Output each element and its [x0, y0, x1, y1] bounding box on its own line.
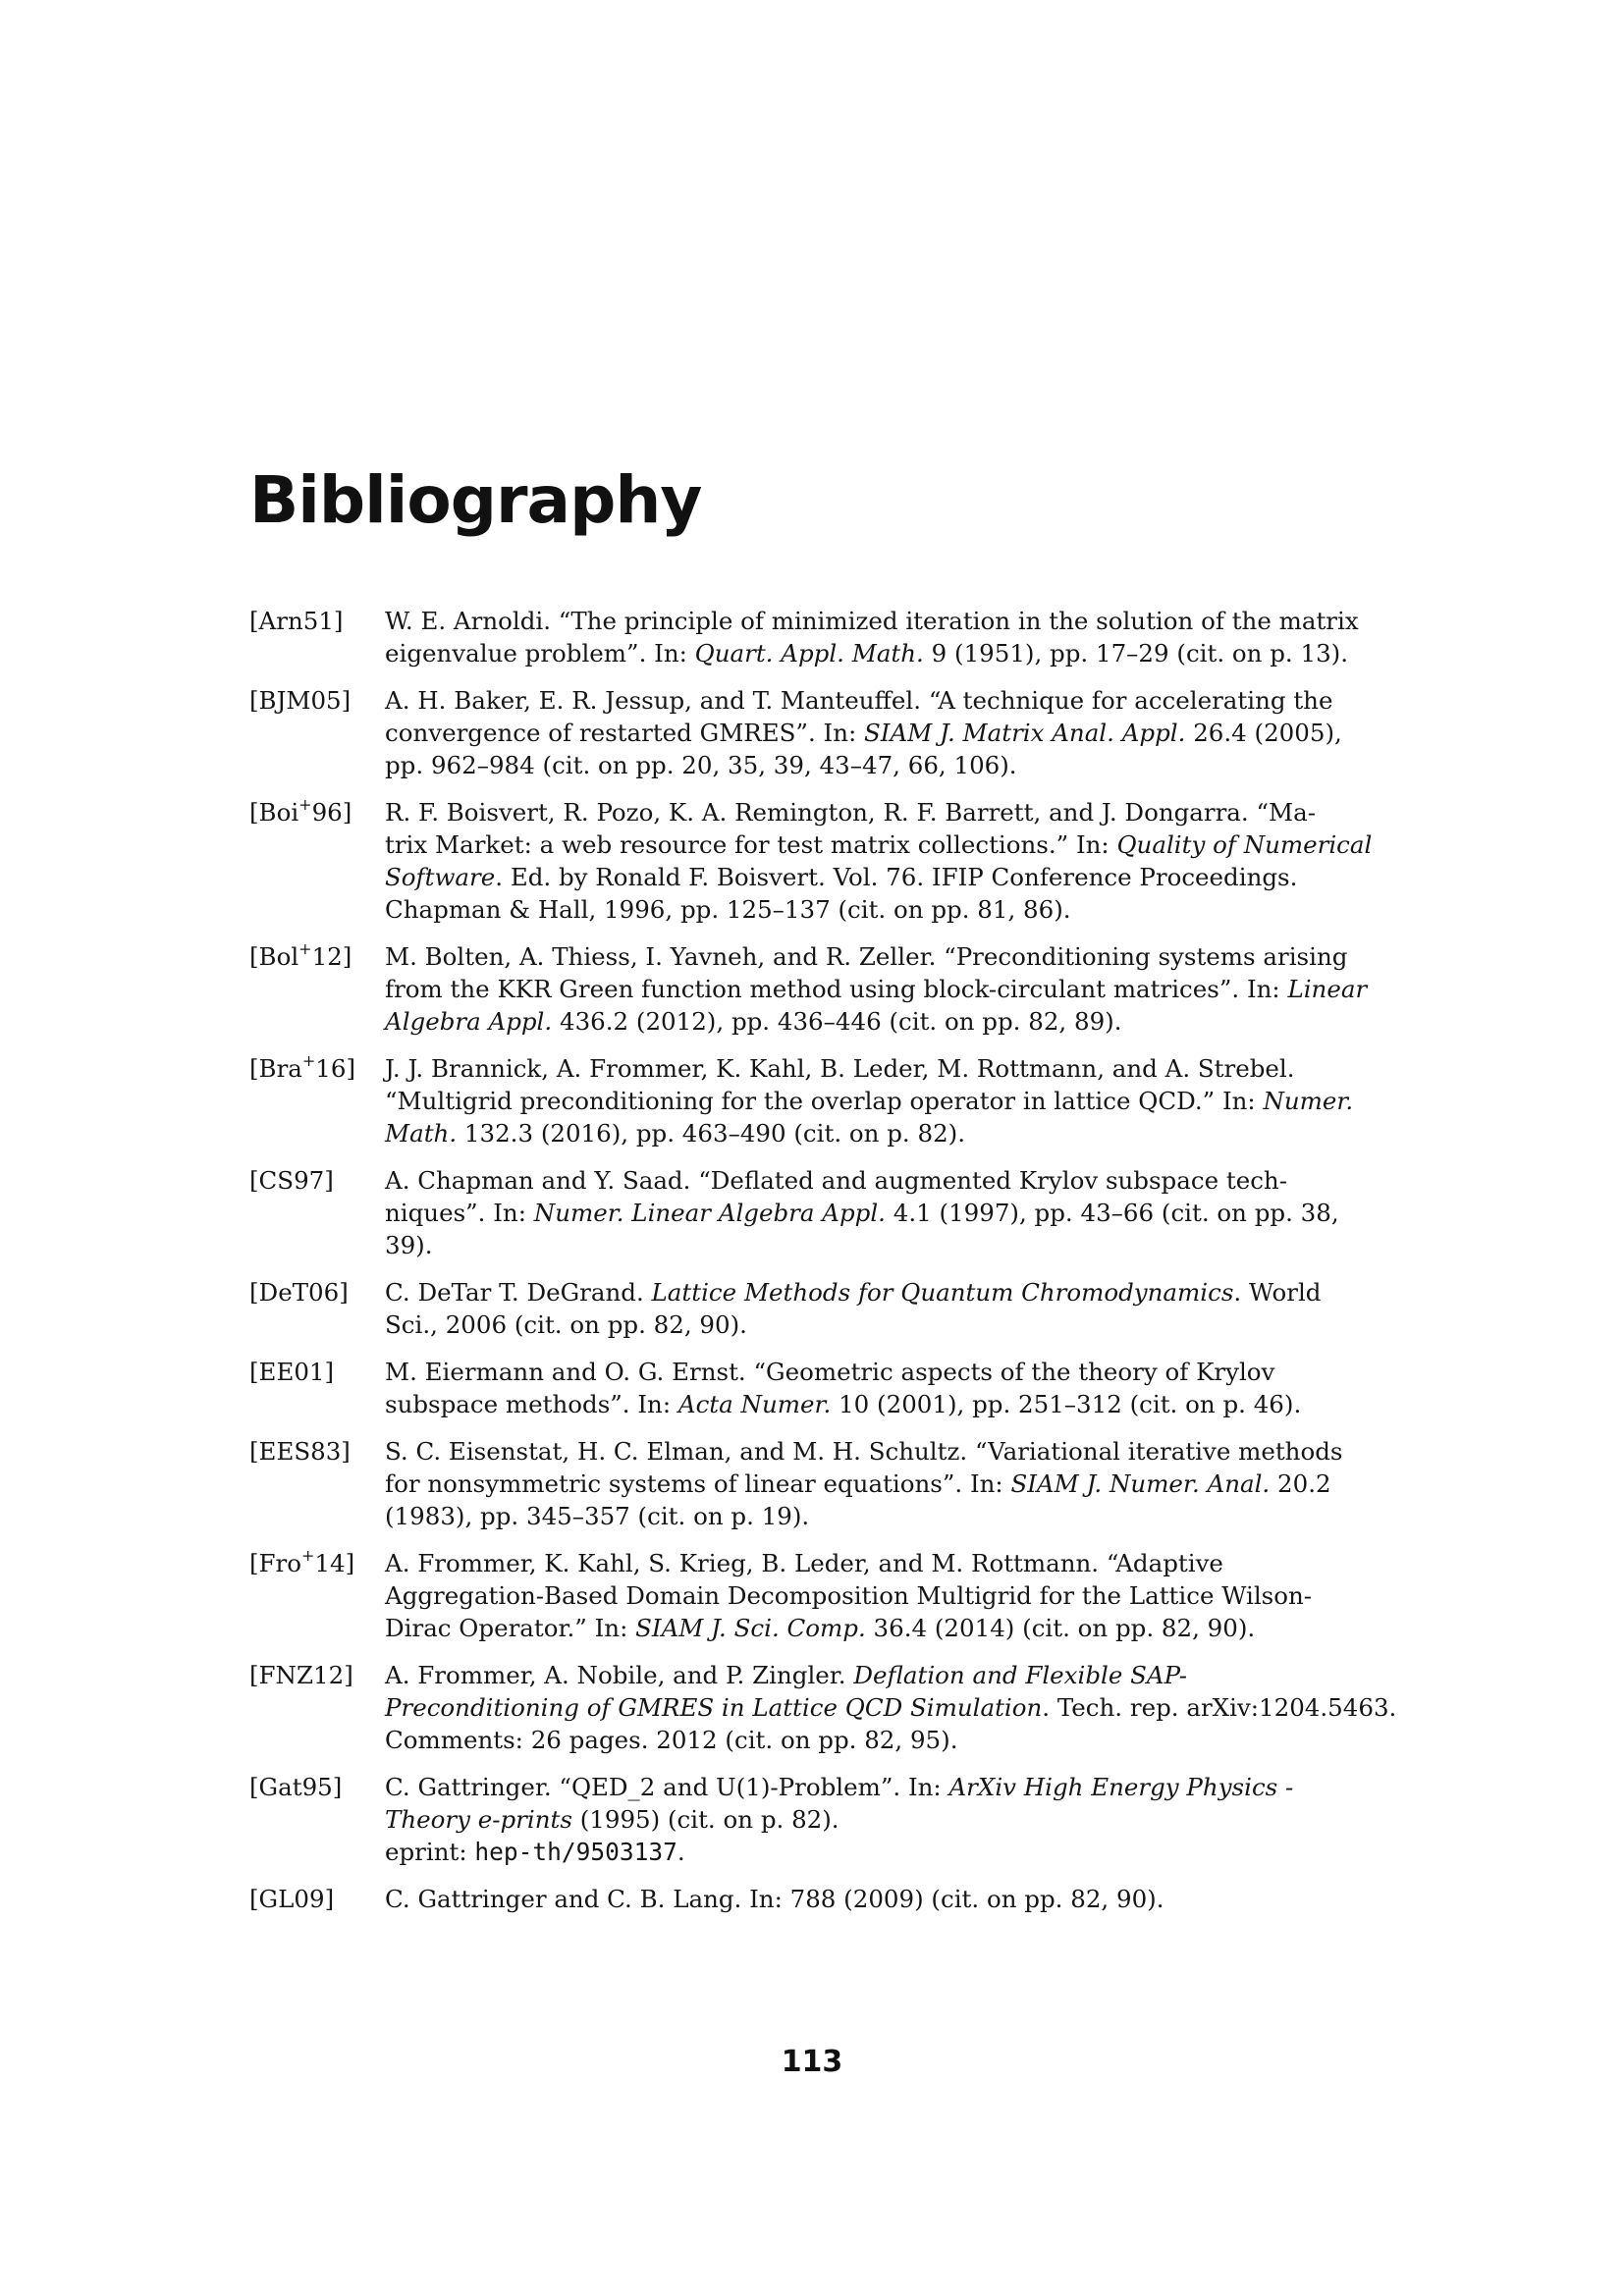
- bib-line: [385, 1117, 1365, 1149]
- bib-italic-segment: SIAM J. Numer. Anal.: [1010, 1469, 1271, 1498]
- bibliography-list: [249, 605, 1397, 1930]
- bib-italic-segment: Theory e-prints: [385, 1805, 572, 1834]
- bib-text: [385, 940, 1368, 1038]
- bib-line: [385, 1803, 1365, 1836]
- bib-italic-segment: ArXiv High Energy Physics -: [948, 1773, 1294, 1801]
- bib-entry: [249, 1356, 1365, 1420]
- bib-segment: 36.4 (2014) (cit. on pp. 82, 90).: [865, 1614, 1256, 1642]
- bib-key: [DeT06]: [249, 1278, 349, 1307]
- bib-segment: convergence of restarted GMRES”. In:: [385, 719, 865, 747]
- bib-segment: M. Eiermann and O. G. Ernst. “Geometric aspects of the theory of Krylov: [385, 1358, 1275, 1386]
- bib-text: [385, 684, 1365, 781]
- bib-italic-segment: Software: [385, 863, 496, 891]
- bib-segment: pp. 962–984 (cit. on pp. 20, 35, 39, 43–47, 66, 106).: [385, 751, 1017, 779]
- bib-entry: [249, 1052, 1365, 1149]
- bib-line: [385, 1883, 1365, 1915]
- bib-segment: . World: [1233, 1278, 1322, 1307]
- bib-text: [385, 1356, 1365, 1420]
- bib-line: [385, 1612, 1365, 1644]
- bib-segment: M. Bolten, A. Thiess, I. Yavneh, and R. Zeller. “Preconditioning systems arising: [385, 942, 1348, 971]
- bib-text: [385, 1547, 1365, 1644]
- bib-line: [385, 1547, 1365, 1579]
- bib-italic-segment: Deflation and Flexible SAP-: [853, 1661, 1188, 1689]
- bib-line: [385, 1771, 1365, 1803]
- bib-line: [385, 861, 1365, 893]
- bib-italic-segment: SIAM J. Sci. Comp.: [635, 1614, 866, 1642]
- bib-italic-segment: Acta Numer.: [677, 1390, 832, 1418]
- bib-key: [Bol+12]: [249, 938, 352, 971]
- bib-line: [385, 637, 1365, 669]
- bib-line: [385, 1276, 1365, 1308]
- bib-line: [385, 1164, 1365, 1197]
- bib-line: [385, 1388, 1365, 1420]
- bib-segment: 39).: [385, 1231, 433, 1259]
- bib-line: [385, 1052, 1365, 1085]
- bib-line: [385, 1435, 1365, 1468]
- bib-line: [385, 973, 1368, 1005]
- bib-entry: [249, 1547, 1365, 1644]
- bib-italic-segment: Preconditioning of GMRES in Lattice QCD Simulation: [385, 1693, 1043, 1722]
- bib-segment: subspace methods”. In:: [385, 1390, 678, 1418]
- bib-entry: [249, 1883, 1365, 1915]
- bib-key: [Bra+16]: [249, 1050, 356, 1083]
- bib-entry: [249, 684, 1365, 781]
- bib-segment: A. Chapman and Y. Saad. “Deflated and augmented Krylov subspace tech-: [385, 1166, 1287, 1195]
- bib-segment: R. F. Boisvert, R. Pozo, K. A. Remington, R. F. Barrett, and J. Dongarra. “Ma-: [385, 798, 1316, 827]
- bib-segment: C. Gattringer. “QED_2 and U(1)-Problem”. In:: [385, 1773, 949, 1801]
- bib-entry: [249, 794, 1373, 926]
- bib-key: [GL09]: [249, 1885, 335, 1913]
- bib-line: [385, 684, 1365, 717]
- bib-segment: 9 (1951), pp. 17–29 (cit. on p. 13).: [923, 639, 1349, 667]
- bib-segment: W. E. Arnoldi. “The principle of minimized iteration in the solution of the matrix: [385, 607, 1359, 635]
- bib-line: [385, 749, 1365, 781]
- bib-italic-segment: Linear: [1287, 975, 1368, 1003]
- bib-segment: .: [677, 1838, 685, 1866]
- bib-line: [385, 828, 1373, 861]
- bib-italic-segment: Lattice Methods for Quantum Chromodynamics: [651, 1278, 1234, 1307]
- bib-segment: for nonsymmetric systems of linear equations”. In:: [385, 1469, 1011, 1498]
- bib-line: [385, 1836, 1365, 1868]
- bib-key: [Arn51]: [249, 607, 344, 635]
- bib-line: [385, 1579, 1365, 1612]
- page-number: 113: [781, 2045, 843, 2079]
- bib-line: [385, 1308, 1365, 1341]
- bib-segment: 436.2 (2012), pp. 436–446 (cit. on pp. 82, 89).: [552, 1007, 1122, 1036]
- bib-text: [385, 1435, 1365, 1532]
- bib-italic-segment: Numer.: [1263, 1087, 1354, 1115]
- bib-entry: [249, 1771, 1365, 1868]
- bib-text: [385, 796, 1373, 926]
- bib-italic-segment: Math.: [385, 1119, 458, 1148]
- bib-segment: Aggregation-Based Domain Decomposition Multigrid for the Lattice Wilson-: [385, 1581, 1313, 1610]
- bib-italic-segment: Numer. Linear Algebra Appl.: [533, 1199, 886, 1227]
- bib-text: [385, 1659, 1397, 1756]
- bib-text: [385, 605, 1365, 669]
- bib-key: [Gat95]: [249, 1773, 343, 1801]
- bib-line: [385, 1229, 1365, 1261]
- bib-line: [385, 893, 1365, 926]
- bib-segment: 4.1 (1997), pp. 43–66 (cit. on pp. 38,: [885, 1199, 1339, 1227]
- bib-line: [385, 605, 1365, 637]
- bib-entry: [249, 1164, 1365, 1261]
- bib-entry: [249, 938, 1368, 1038]
- bib-key: [Boi+96]: [249, 794, 352, 827]
- bib-segment: 20.2: [1270, 1469, 1331, 1498]
- bib-segment: niques”. In:: [385, 1199, 534, 1227]
- bib-text: [385, 1052, 1365, 1149]
- bib-segment: 132.3 (2016), pp. 463–490 (cit. on p. 82).: [457, 1119, 966, 1148]
- bib-segment: Dirac Operator.” In:: [385, 1614, 636, 1642]
- bib-segment: . Ed. by Ronald F. Boisvert. Vol. 76. IFIP Conference Proceedings.: [495, 863, 1298, 891]
- bib-line: [385, 1085, 1365, 1117]
- page-title: Bibliography: [249, 462, 702, 538]
- bib-line: [385, 717, 1365, 749]
- bib-italic-segment: Algebra Appl.: [385, 1007, 553, 1036]
- bib-entry: [249, 1276, 1365, 1341]
- eprint-id: hep-th/9503137: [474, 1838, 677, 1866]
- bib-segment: Sci., 2006 (cit. on pp. 82, 90).: [385, 1310, 747, 1339]
- bib-key: [FNZ12]: [249, 1661, 353, 1689]
- bib-segment: Chapman & Hall, 1996, pp. 125–137 (cit. on pp. 81, 86).: [385, 895, 1071, 924]
- bib-segment: C. Gattringer and C. B. Lang. In: 788 (2009) (cit. on pp. 82, 90).: [385, 1885, 1164, 1913]
- bib-segment: 10 (2001), pp. 251–312 (cit. on p. 46).: [831, 1390, 1302, 1418]
- bib-segment: trix Market: a web resource for test matrix collections.” In:: [385, 830, 1117, 859]
- bib-segment: (1983), pp. 345–357 (cit. on p. 19).: [385, 1502, 810, 1530]
- bib-key: [EE01]: [249, 1358, 335, 1386]
- bib-entry: [249, 605, 1365, 669]
- bib-text: [385, 1276, 1365, 1341]
- bib-text: [385, 1883, 1365, 1915]
- bib-segment: A. H. Baker, E. R. Jessup, and T. Manteuffel. “A technique for accelerating the: [385, 686, 1333, 715]
- bib-segment: J. J. Brannick, A. Frommer, K. Kahl, B. Leder, M. Rottmann, and A. Strebel.: [385, 1054, 1295, 1083]
- bib-segment: Comments: 26 pages. 2012 (cit. on pp. 82, 95).: [385, 1726, 958, 1754]
- bib-line: [385, 1468, 1365, 1500]
- bib-entry: [249, 1435, 1365, 1532]
- bib-line: [385, 940, 1365, 973]
- bib-key: [EES83]: [249, 1437, 351, 1466]
- bib-italic-segment: Quart. Appl. Math.: [694, 639, 924, 667]
- bib-text: [385, 1771, 1365, 1868]
- bib-segment: 26.4 (2005),: [1185, 719, 1342, 747]
- bib-line: [385, 1356, 1365, 1388]
- bib-line: [385, 1691, 1397, 1724]
- bib-line: [385, 1500, 1365, 1532]
- bib-key: [CS97]: [249, 1166, 334, 1195]
- bib-key: [Fro+14]: [249, 1545, 355, 1577]
- bib-segment: C. DeTar T. DeGrand.: [385, 1278, 652, 1307]
- bib-segment: A. Frommer, K. Kahl, S. Krieg, B. Leder, and M. Rottmann. “Adaptive: [385, 1549, 1223, 1577]
- bib-key: [BJM05]: [249, 686, 352, 715]
- bib-line: [385, 1197, 1365, 1229]
- bib-segment: (1995) (cit. on p. 82).: [571, 1805, 839, 1834]
- bib-segment: from the KKR Green function method using block-circulant matrices”. In:: [385, 975, 1288, 1003]
- bib-line: [385, 1659, 1365, 1691]
- bib-segment: S. C. Eisenstat, H. C. Elman, and M. H. Schultz. “Variational iterative methods: [385, 1437, 1343, 1466]
- bib-italic-segment: SIAM J. Matrix Anal. Appl.: [864, 719, 1186, 747]
- bib-italic-segment: Quality of Numerical: [1116, 830, 1373, 859]
- bib-entry: [249, 1659, 1397, 1756]
- bib-segment: A. Frommer, A. Nobile, and P. Zingler.: [385, 1661, 854, 1689]
- bib-segment: “Multigrid preconditioning for the overlap operator in lattice QCD.” In:: [385, 1087, 1264, 1115]
- bib-segment: eigenvalue problem”. In:: [385, 639, 695, 667]
- bib-text: [385, 1164, 1365, 1261]
- bib-line: [385, 1724, 1365, 1756]
- bib-line: [385, 796, 1365, 828]
- bib-segment: . Tech. rep. arXiv:1204.5463.: [1042, 1693, 1397, 1722]
- bib-segment: eprint:: [385, 1838, 475, 1866]
- bib-line: [385, 1005, 1365, 1038]
